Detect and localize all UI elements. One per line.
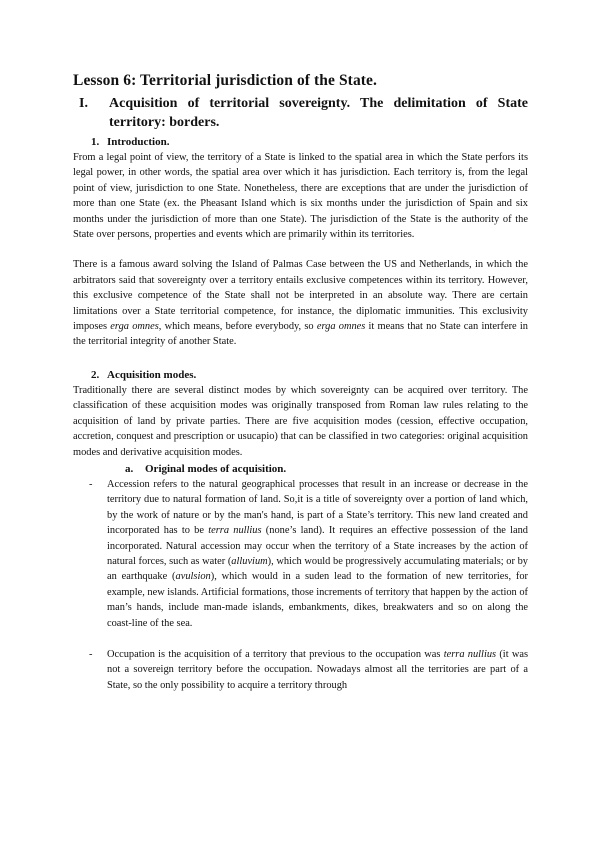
list-item-body — [107, 647, 528, 693]
text-run: ), which would in a suden lead to the formation of new territories, for example, new islands. Artificial formations, those increments of territory that happen by the action of man’s hands, include man-made islands, embankments, dikes, breakwaters and so on along the coast-line of the sea. — [107, 571, 528, 629]
subsubsection-title: Original modes of acquisition. — [145, 462, 287, 475]
subsection-number: 1. — [91, 136, 100, 148]
subsubsection-letter: a. — [125, 462, 134, 475]
section-title: Acquisition of territorial sovereignty. The delimitation of State territory: borders. — [109, 96, 528, 130]
text-run: (none’s land). It requires an effective possession of the land incorporated. Natural accession may occur when the territory of a State increases by the action of natural forces, such as water ( — [107, 525, 529, 567]
italic-term: erga omnes — [316, 321, 366, 333]
section-heading — [73, 94, 528, 132]
italic-term: terra nullius — [208, 525, 262, 537]
text-run: ), which would be progressively accumulating materials; or by an earthquake ( — [107, 555, 528, 583]
italic-term: avulsion — [175, 571, 211, 583]
text-run: , which means, before everybody, so — [158, 321, 317, 333]
list-item-occupation — [73, 647, 528, 693]
original-modes-heading — [73, 462, 528, 476]
subsection-title: Introduction. — [107, 136, 170, 148]
italic-term: erga omnes — [110, 321, 159, 333]
acquisition-paragraph: Traditionally there are several distinct modes by which sovereignty can be acquired over territory. The classification of these acquisition modes was originally transposed from Roman law rules relating to the acquisition of land by private parties. There are five acquisition modes (cession, effective occupation, accretion, conquest and prescription or usucapio) that can be classified in two categories: original acquisition modes and derivative acquisition modes. — [73, 384, 528, 458]
intro-paragraph-1: From a legal point of view, the territory of a State is linked to the spatial area in which the State perfors its legal power, in other words, the spatial area over which it has jurisdiction. Each territory is, from the legal point of view, jurisdiction to one State. Nonetheless, there are exceptions that are under the jurisdiction of more than one State (ex. the Pheasant Island which is six months under the jurisdiction of Spain and six months under the jurisdiction of more than one State). The jurisdiction of the State is the authority of the State over persons, properties and events which are primarily within its territories. — [73, 152, 528, 241]
text-run: (it was not a sovereign territory before the occupation. Nowadays almost all the territories are part of a State, so the only possibility to acquire a territory through — [107, 648, 528, 691]
list-dash: - — [89, 648, 93, 660]
subsection-acquisition-heading — [73, 368, 528, 382]
intro-paragraph-2 — [73, 257, 528, 349]
section-number: I. — [79, 96, 88, 111]
list-item-accession — [73, 477, 528, 631]
subsection-introduction-heading — [73, 135, 528, 149]
subsection-title: Acquisition modes. — [107, 368, 197, 381]
text-run: There is a famous award solving the Island of Palmas Case between the US and Netherlands, in which the arbitrators said that sovereignty over a territory entails exclusive competences within its territory. However, this exclusive competence of the State shall not be interpreted in an absolute way. There are certain limitations over a State territorial competence, for instance, the diplomatic immunities. This exclusivity imposes — [73, 259, 528, 333]
text-run: Accession refers to the natural geographical processes that result in an increase or decrease in the territory due to natural formation of land. So,it is a title of sovereignty over a portion of land which, by the work of nature or by the man's hand, is part of a State’s territory. This new land created and incorporated has to be — [107, 478, 528, 537]
italic-term: alluvium — [231, 555, 268, 567]
text-run: Occupation is the acquisition of a territory that previous to the occupation was — [107, 648, 444, 660]
italic-term: terra nullius — [443, 648, 497, 660]
text-run: it means that no State can interfere in the territorial integrity of another State. — [73, 321, 528, 348]
subsection-number: 2. — [91, 368, 100, 381]
lesson-title: Lesson 6: Territorial jurisdiction of the State. — [73, 72, 378, 89]
document-content — [73, 72, 528, 693]
list-item-body — [107, 477, 528, 631]
list-dash: - — [89, 478, 93, 490]
